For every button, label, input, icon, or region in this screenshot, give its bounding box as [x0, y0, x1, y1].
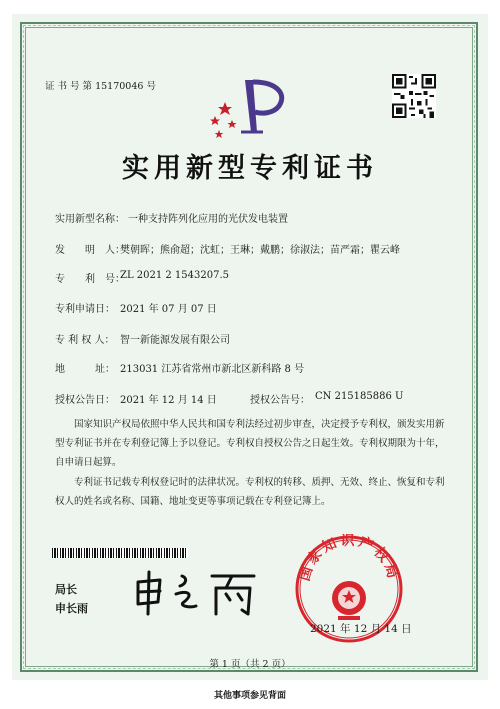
address-value: 213031 江苏省常州市新北区新科路 8 号 — [120, 364, 305, 375]
filing-date-label: 专利申请日： — [55, 304, 115, 315]
address-label: 地 址： — [55, 364, 115, 375]
qr-code — [392, 74, 436, 118]
grant-date-value: 2021 年 12 月 14 日 — [120, 395, 217, 406]
page-number: 第 1 页（共 2 页） — [209, 659, 291, 670]
patentee-value: 智一新能源发展有限公司 — [120, 335, 230, 346]
patent-number-value: ZL 2021 2 1543207.5 — [120, 270, 230, 281]
handwritten-signature — [130, 568, 260, 618]
seal-text: 国家知识产权局 — [296, 534, 402, 583]
legal-status-paragraph: 专利证书记载专利权登记时的法律状况。专利权的转移、质押、无效、终止、恢复和专利权人的姓名或名称、国籍、地址变更等事项记载在专利登记簿上。 — [55, 477, 445, 507]
barcode — [52, 548, 188, 558]
svg-text:国家知识产权局 — [296, 534, 401, 583]
cnipa-logo — [205, 72, 293, 140]
certificate-number: 证 书 号 第 15170046 号 — [45, 81, 156, 92]
grant-number-value: CN 215185886 U — [315, 391, 404, 402]
patentee-label: 专 利 权 人： — [55, 335, 115, 346]
commissioner-title: 局长 — [55, 583, 77, 596]
seal-date: 2021 年 12 月 14 日 — [310, 623, 412, 635]
inventor-value: 樊朝晖；熊俞超；沈虹；王琳；戴鹏；徐淑法；苗严霜；瞿云峰 — [120, 245, 400, 256]
commissioner-name: 申长雨 — [55, 602, 88, 615]
filing-date-value: 2021 年 07 月 07 日 — [120, 304, 217, 315]
inventor-label: 发 明 人： — [55, 245, 125, 256]
certificate-title: 实用新型专利证书 — [122, 153, 378, 184]
grant-number-label: 授权公告号： — [250, 395, 310, 406]
grant-date-label: 授权公告日： — [55, 395, 115, 406]
patent-number-label: 专 利 号： — [55, 274, 125, 285]
utility-model-name-label: 实用新型名称： — [55, 214, 125, 225]
grant-statement-paragraph: 国家知识产权局依照中华人民共和国专利法经过初步审查，决定授予专利权，颁发实用新型专利证书并在专利登记簿上予以登记。专利权自授权公告之日起生效。专利权期限为十年，自申请日起算。 — [55, 419, 445, 468]
utility-model-name-value: 一种支持阵列化应用的光伏发电装置 — [128, 214, 288, 225]
footer-note: 其他事项参见背面 — [213, 691, 286, 701]
